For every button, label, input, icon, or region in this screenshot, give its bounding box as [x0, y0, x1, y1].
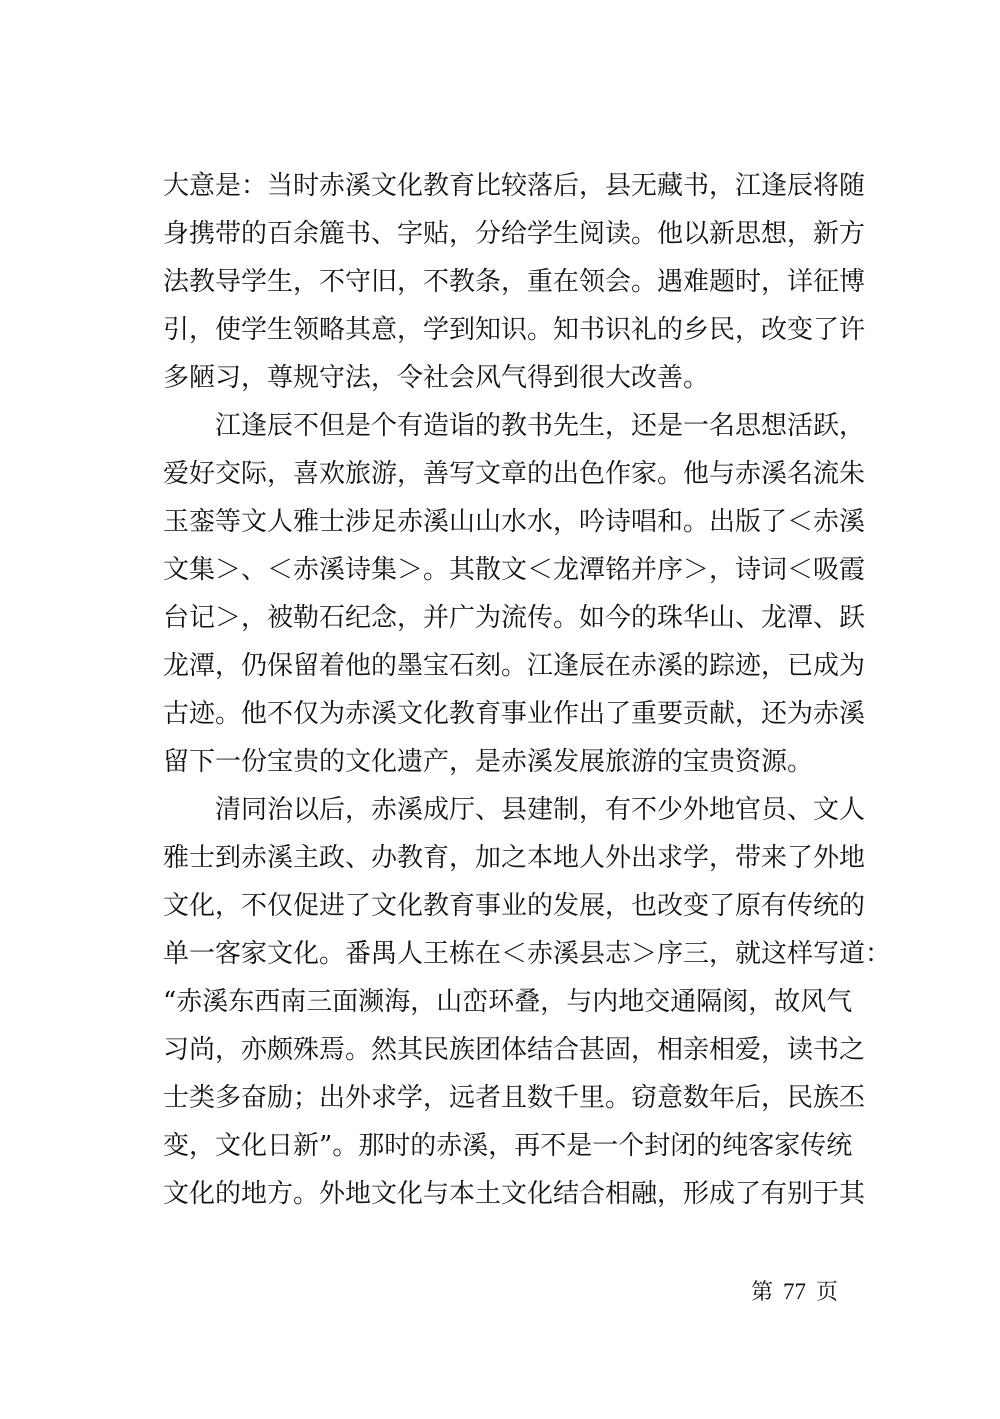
text-line: 文化的地方。外地文化与本土文化结合相融，形成了有别于其	[163, 1179, 866, 1209]
text-line: 法教导学生，不守旧，不教条，重在领会。遇难题时，详征博	[163, 267, 866, 297]
paragraph-2	[163, 402, 866, 786]
page-number: 77	[782, 1279, 806, 1304]
text-line: 龙潭，仍保留着他的墨宝石刻。江逢辰在赤溪的踪迹，已成为	[163, 651, 866, 681]
text-line: 雅士到赤溪主政、办教育，加之本地人外出求学，带来了外地	[163, 843, 866, 873]
text-line: 古迹。他不仅为赤溪文化教育事业作出了重要贡献，还为赤溪	[163, 699, 866, 729]
text-line: 文集＞、＜赤溪诗集＞。其散文＜龙潭铭并序＞，诗词＜吸霞	[163, 555, 866, 585]
text-line: 多陋习，尊规守法，令社会风气得到很大改善。	[163, 363, 710, 393]
text-line: 文化，不仅促进了文化教育事业的发展，也改变了原有传统的	[163, 891, 866, 921]
page-body	[163, 162, 892, 1218]
text-line: 单一客家文化。番禺人王栋在＜赤溪县志＞序三，就这样写道：	[163, 939, 892, 969]
text-line: 引，使学生领略其意，学到知识。知书识礼的乡民，改变了许	[163, 315, 866, 345]
text-line: 台记＞，被勒石纪念，并广为流传。如今的珠华山、龙潭、跃	[163, 603, 866, 633]
text-line: 身携带的百余簏书、字贴，分给学生阅读。他以新思想，新方	[163, 219, 866, 249]
text-line: 习尚，亦颇殊焉。然其民族团体结合甚固，相亲相爱，读书之	[163, 1035, 866, 1065]
page-number-footer	[751, 1272, 838, 1312]
paragraph-3	[163, 786, 892, 1218]
text-line: 留下一份宝贵的文化遗产，是赤溪发展旅游的宝贵资源。	[163, 747, 814, 777]
text-line: 大意是：当时赤溪文化教育比较落后，县无藏书，江逢辰将随	[163, 171, 866, 201]
text-line: 爱好交际，喜欢旅游，善写文章的出色作家。他与赤溪名流朱	[163, 459, 866, 489]
page-prefix: 第	[750, 1280, 773, 1305]
text-line: 清同治以后，赤溪成厅、县建制，有不少外地官员、文人	[163, 795, 866, 825]
paragraph-1	[163, 162, 866, 402]
text-line: 士类多奋励；出外求学，远者且数千里。窃意数年后，民族丕	[163, 1083, 866, 1113]
text-line: 变，文化日新”。那时的赤溪，再不是一个封闭的纯客家传统	[163, 1131, 853, 1161]
page-suffix: 页	[815, 1280, 838, 1305]
text-line: 江逢辰不但是个有造诣的教书先生，还是一名思想活跃，	[163, 411, 866, 441]
text-line: 玉銮等文人雅士涉足赤溪山山水水，吟诗唱和。出版了＜赤溪	[163, 507, 866, 537]
text-line: “赤溪东西南三面濒海，山峦环叠，与内地交通隔阂，故风气	[163, 987, 853, 1017]
